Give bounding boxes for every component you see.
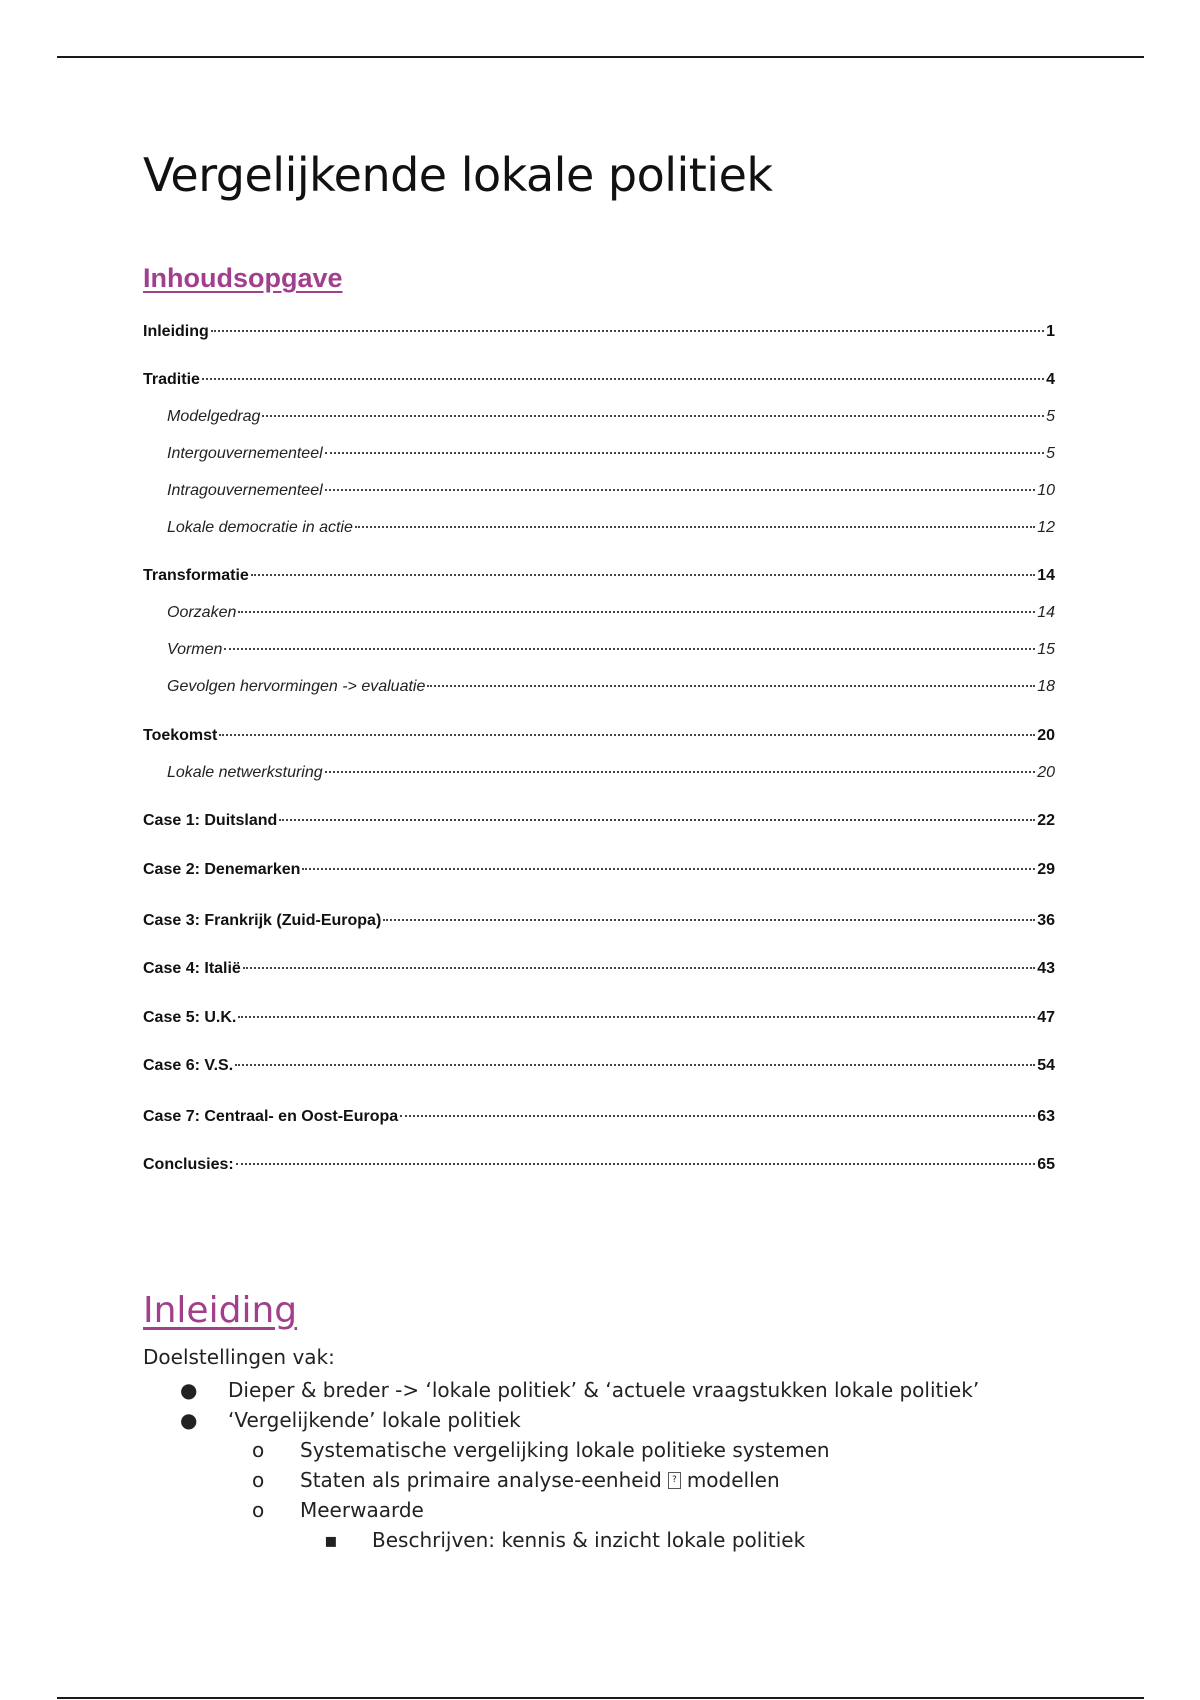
toc-entry[interactable]: [143, 1057, 1055, 1083]
toc-page-number: 36: [1037, 912, 1055, 929]
list-item: [180, 1378, 979, 1402]
toc-subentry[interactable]: [167, 482, 1055, 508]
toc-entry-label: Intragouvernementeel: [167, 482, 323, 499]
bullet-circle-icon: o: [252, 1438, 265, 1462]
toc-entry-label: Modelgedrag: [167, 408, 261, 425]
toc-entry-label: Case 1: Duitsland: [143, 812, 278, 829]
toc-subentry[interactable]: [167, 678, 1055, 704]
toc-leader: [211, 330, 1044, 332]
list-item-text: Beschrijven: kennis & inzicht lokale politiek: [372, 1528, 806, 1552]
toc-page-number: 54: [1037, 1057, 1055, 1074]
document-title: Vergelijkende lokale politiek: [143, 148, 773, 202]
bullet-disc-icon: ●: [180, 1408, 198, 1432]
missing-glyph-icon: ?: [668, 1472, 681, 1489]
toc-leader: [251, 574, 1035, 576]
toc-page-number: 5: [1046, 445, 1055, 462]
toc-entry-label: Case 6: V.S.: [143, 1057, 234, 1074]
toc-leader: [238, 1016, 1035, 1018]
toc-entry-label: Oorzaken: [167, 604, 237, 621]
toc-entry-label: Vormen: [167, 641, 223, 658]
toc-page-number: 12: [1037, 519, 1055, 536]
toc-entry[interactable]: [143, 960, 1055, 986]
toc-leader: [243, 967, 1035, 969]
toc-leader: [325, 452, 1044, 454]
toc-page-number: 5: [1046, 408, 1055, 425]
toc-entry[interactable]: [143, 371, 1055, 397]
toc-leader: [238, 611, 1035, 613]
toc-leader: [400, 1115, 1035, 1117]
toc-leader: [202, 378, 1044, 380]
toc-page-number: 65: [1037, 1156, 1055, 1173]
toc-leader: [235, 1064, 1035, 1066]
toc-subentry[interactable]: [167, 764, 1055, 790]
toc-subentry[interactable]: [167, 641, 1055, 667]
list-item-text: Staten als primaire analyse-eenheid: [300, 1468, 662, 1492]
toc-page-number: 18: [1037, 678, 1055, 695]
toc-leader: [383, 919, 1035, 921]
list-item: [252, 1498, 424, 1522]
bullet-disc-icon: ●: [180, 1378, 198, 1402]
toc-page-number: 47: [1037, 1009, 1055, 1026]
toc-entry-label: Case 7: Centraal- en Oost-Europa: [143, 1108, 399, 1125]
toc-entry-label: Case 3: Frankrijk (Zuid-Europa): [143, 912, 382, 929]
toc-page-number: 20: [1037, 727, 1055, 744]
toc-entry[interactable]: [143, 1156, 1055, 1182]
toc-entry-label: Inleiding: [143, 323, 209, 340]
toc-entry[interactable]: [143, 323, 1055, 349]
list-item: [252, 1438, 830, 1462]
toc-entry-label: Intergouvernementeel: [167, 445, 323, 462]
toc-page-number: 10: [1037, 482, 1055, 499]
toc-page-number: 15: [1037, 641, 1055, 658]
toc-entry-label: Lokale netwerksturing: [167, 764, 323, 781]
toc-page-number: 22: [1037, 812, 1055, 829]
list-item: [252, 1468, 780, 1492]
toc-leader: [279, 819, 1035, 821]
toc-subentry[interactable]: [167, 445, 1055, 471]
toc-entry[interactable]: [143, 1108, 1055, 1134]
header-rule: [57, 56, 1144, 58]
toc-entry-label: Transformatie: [143, 567, 249, 584]
bullet-circle-icon: o: [252, 1468, 265, 1492]
list-item-text: Dieper & breder -> ‘lokale politiek’ & ‘actuele vraagstukken lokale politiek’: [228, 1378, 980, 1402]
toc-heading: Inhoudsopgave: [143, 263, 343, 293]
toc-page-number: 1: [1046, 323, 1055, 340]
toc-leader: [355, 526, 1035, 528]
toc-leader: [219, 734, 1035, 736]
toc-leader: [262, 415, 1044, 417]
toc-entry-label: Conclusies:: [143, 1156, 234, 1173]
toc-page-number: 63: [1037, 1108, 1055, 1125]
toc-subentry[interactable]: [167, 408, 1055, 434]
toc-page-number: 14: [1037, 604, 1055, 621]
toc-entry-label: Traditie: [143, 371, 200, 388]
toc-entry[interactable]: [143, 912, 1055, 938]
toc-page-number: 4: [1046, 371, 1055, 388]
toc-entry[interactable]: [143, 567, 1055, 593]
bullet-square-icon: ▪: [324, 1528, 338, 1552]
toc-page-number: 29: [1037, 861, 1055, 878]
toc-entry-label: Case 4: Italië: [143, 960, 241, 977]
bullet-circle-icon: o: [252, 1498, 265, 1522]
toc-page-number: 43: [1037, 960, 1055, 977]
toc-leader: [224, 648, 1035, 650]
section-heading-inleiding: Inleiding: [143, 1290, 298, 1331]
toc-leader: [325, 489, 1036, 491]
toc-page-number: 20: [1037, 764, 1055, 781]
toc-entry[interactable]: [143, 1009, 1055, 1035]
toc-entry-label: Lokale democratie in actie: [167, 519, 353, 536]
toc-entry[interactable]: [143, 861, 1055, 887]
intro-lead: Doelstellingen vak:: [143, 1345, 335, 1369]
toc-leader: [427, 685, 1035, 687]
toc-entry-label: Toekomst: [143, 727, 218, 744]
list-item-text: Systematische vergelijking lokale politieke systemen: [300, 1438, 830, 1462]
list-item-text: ‘Vergelijkende’ lokale politiek: [228, 1408, 521, 1432]
list-item-text: Meerwaarde: [300, 1498, 424, 1522]
toc-leader: [325, 771, 1036, 773]
toc-page-number: 14: [1037, 567, 1055, 584]
toc-entry-label: Gevolgen hervormingen -> evaluatie: [167, 678, 426, 695]
footer-rule: [57, 1697, 1144, 1699]
list-item: [180, 1408, 521, 1432]
toc-leader: [236, 1163, 1036, 1165]
toc-entry[interactable]: [143, 727, 1055, 753]
toc-subentry[interactable]: [167, 604, 1055, 630]
toc-entry[interactable]: [143, 812, 1055, 838]
list-item-text: modellen: [686, 1468, 780, 1492]
toc-subentry[interactable]: [167, 519, 1055, 545]
toc-entry-label: Case 2: Denemarken: [143, 861, 301, 878]
toc-leader: [302, 868, 1035, 870]
toc-entry-label: Case 5: U.K.: [143, 1009, 237, 1026]
list-item: [324, 1528, 805, 1552]
